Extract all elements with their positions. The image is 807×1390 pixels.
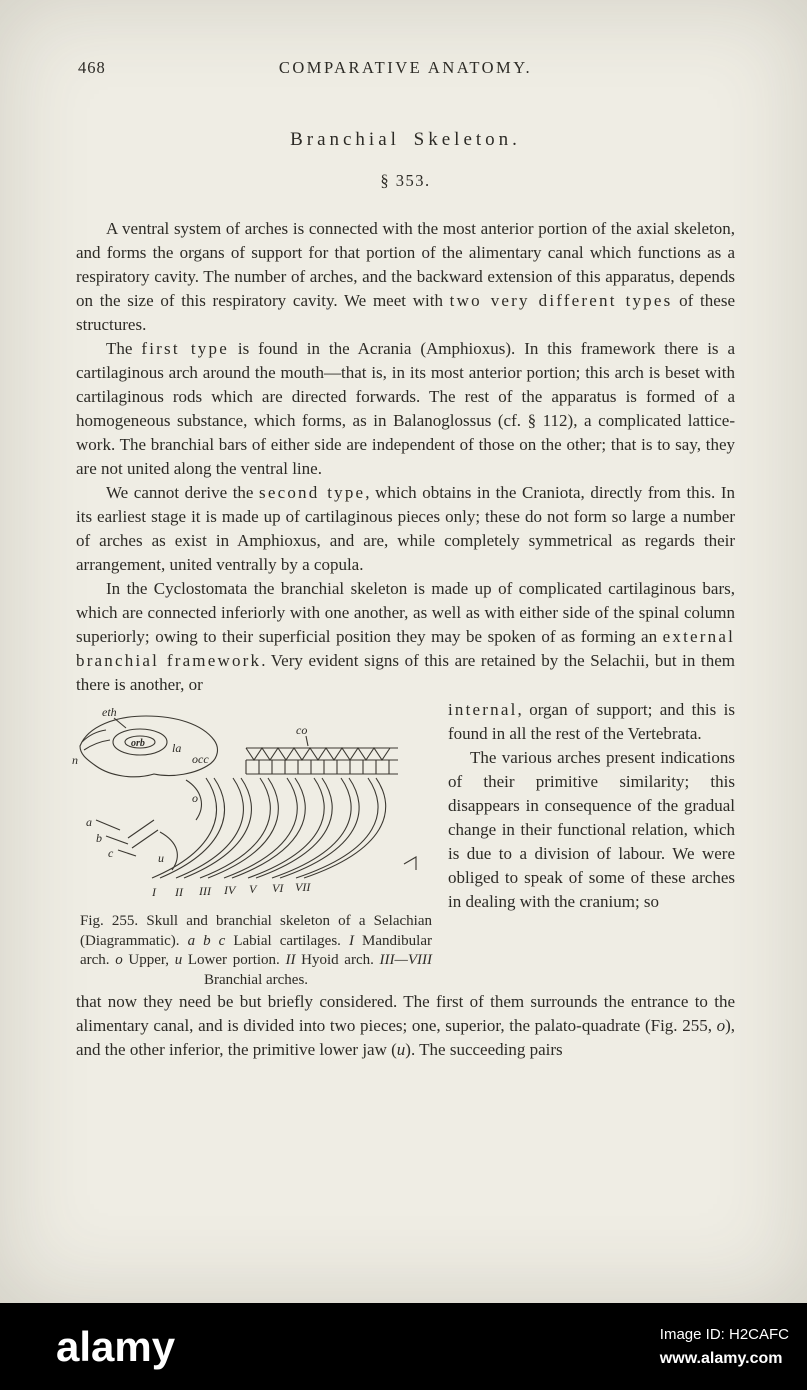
labial-cartilage-b — [106, 836, 128, 844]
vertebral-column-ladder — [246, 760, 398, 774]
running-title: COMPARATIVE ANATOMY. — [278, 58, 533, 77]
label-co: co — [296, 723, 308, 737]
arch-numeral-4: IV — [224, 883, 236, 897]
figure-caption: Fig. 255. Skull and branchial skeleton of a Selachian (Diagrammatic). a b c Labial cartilages. I Mandibular arch. o Upper, u Lower portion. II Hyoid arch. III—VIII Branchial arches. — [80, 913, 433, 988]
section-number: § 353. — [380, 171, 431, 190]
figure-255 — [68, 702, 436, 990]
figure-drawing — [68, 702, 436, 902]
paragraph-5: The various arches present indications of their primitive similarity; this disappears in consequence of the gradual change in their functional relation, which is due to a division of labour. We were obliged to speak of some of these arches in dealing with the cranium; so — [448, 748, 735, 911]
label-u: u — [158, 851, 164, 865]
label-orb: orb — [131, 738, 145, 749]
arch-numeral-2: II — [175, 885, 183, 899]
alamy-logo: alamy — [56, 1322, 176, 1370]
label-n: n — [72, 753, 78, 767]
label-a: a — [86, 815, 92, 829]
alamy-watermark-bar — [0, 1303, 807, 1390]
paragraph-5-continued: that now they need be but briefly considered. The first of them surrounds the entrance to the alimentary canal, and is divided into two pieces; one, superior, the palato-quadrate (Fig. 255, o), and the other inferior, the primitive lower jaw (u). The succeeding pairs — [76, 992, 735, 1059]
image-id-text: Image ID: H2CAFC — [659, 1325, 789, 1343]
chevron-lines — [128, 820, 158, 848]
label-eth: eth — [102, 705, 117, 719]
arch-numeral-1: I — [152, 885, 156, 899]
figure-text-row — [72, 698, 735, 990]
label-b: b — [96, 831, 102, 845]
right-text-column — [448, 698, 735, 914]
alamy-url-text: www.alamy.com — [659, 1349, 783, 1367]
paragraph-4-continued: internal, organ of support; and this is found in all the rest of the Vertebrata. — [448, 700, 735, 743]
arch-numeral-7: VII — [295, 880, 311, 894]
labial-cartilage-a — [96, 820, 120, 830]
watermark-info — [660, 1323, 789, 1371]
co-leader-line — [306, 736, 308, 746]
vertebral-column-zigzag — [246, 748, 390, 760]
arch-numeral-6: VI — [272, 881, 284, 895]
label-o: o — [192, 791, 198, 805]
bracket-mark — [404, 857, 416, 870]
eth-leader-line — [114, 718, 126, 728]
label-c: c — [108, 846, 114, 860]
labial-cartilage-c — [118, 850, 136, 856]
page-header — [76, 56, 735, 80]
arch-numeral-5: V — [249, 882, 257, 896]
page-number: 468 — [78, 58, 106, 77]
paragraph-4: In the Cyclostomata the branchial skeleton is made up of complicated cartilaginous bars, which are connected inferiorly with one another, as well as with either side of the spinal column superiorly; owing to their superficial position they may be spoken of as forming an external branchial framework. Very evident signs of this are retained by the Selachii, but in them there is another, or — [76, 579, 735, 694]
label-la: la — [172, 741, 182, 755]
rostrum-lines — [82, 730, 110, 750]
arch-numeral-3: III — [199, 884, 211, 898]
section-heading: Branchial Skeleton. — [290, 129, 521, 150]
branchial-arch-6 — [272, 778, 359, 878]
paragraph-3: We cannot derive the second type, which obtains in the Craniota, directly from this. In its earliest stage it is made up of cartilaginous pieces only; these do not form so large a number of arches as exist in Amphioxus, and are, while completely symmetrical as regards their arrangement, united ventrally by a copula. — [76, 483, 735, 574]
branchial-arch-4 — [224, 778, 305, 878]
paragraph-1: A ventral system of arches is connected with the most anterior portion of the axial skeleton, and forms the organs of support for that portion of the alimentary canal which functions as a respiratory cavity. The number of arches, and the backward extension of this apparatus, depends on the size of this respiratory cavity. We meet with two very different types of these structures. — [76, 219, 735, 334]
paragraph-2: The first type is found in the Acrania (Amphioxus). In this framework there is a cartilaginous arch around the mouth—that is, in its most anterior portion; this arch is beset with cartilaginous rods which are directed forwards. The rest of the apparatus is formed of a homogeneous substance, which forms, as in Balanoglossus (cf. § 112), a complicated lattice-work. The branchial bars of either side are independent of those on the other; that is to say, they are not united along the ventral line. — [76, 339, 736, 478]
label-occ: occ — [192, 752, 209, 766]
branchial-arch-7 — [296, 778, 386, 878]
branchial-arch-5 — [248, 778, 332, 878]
